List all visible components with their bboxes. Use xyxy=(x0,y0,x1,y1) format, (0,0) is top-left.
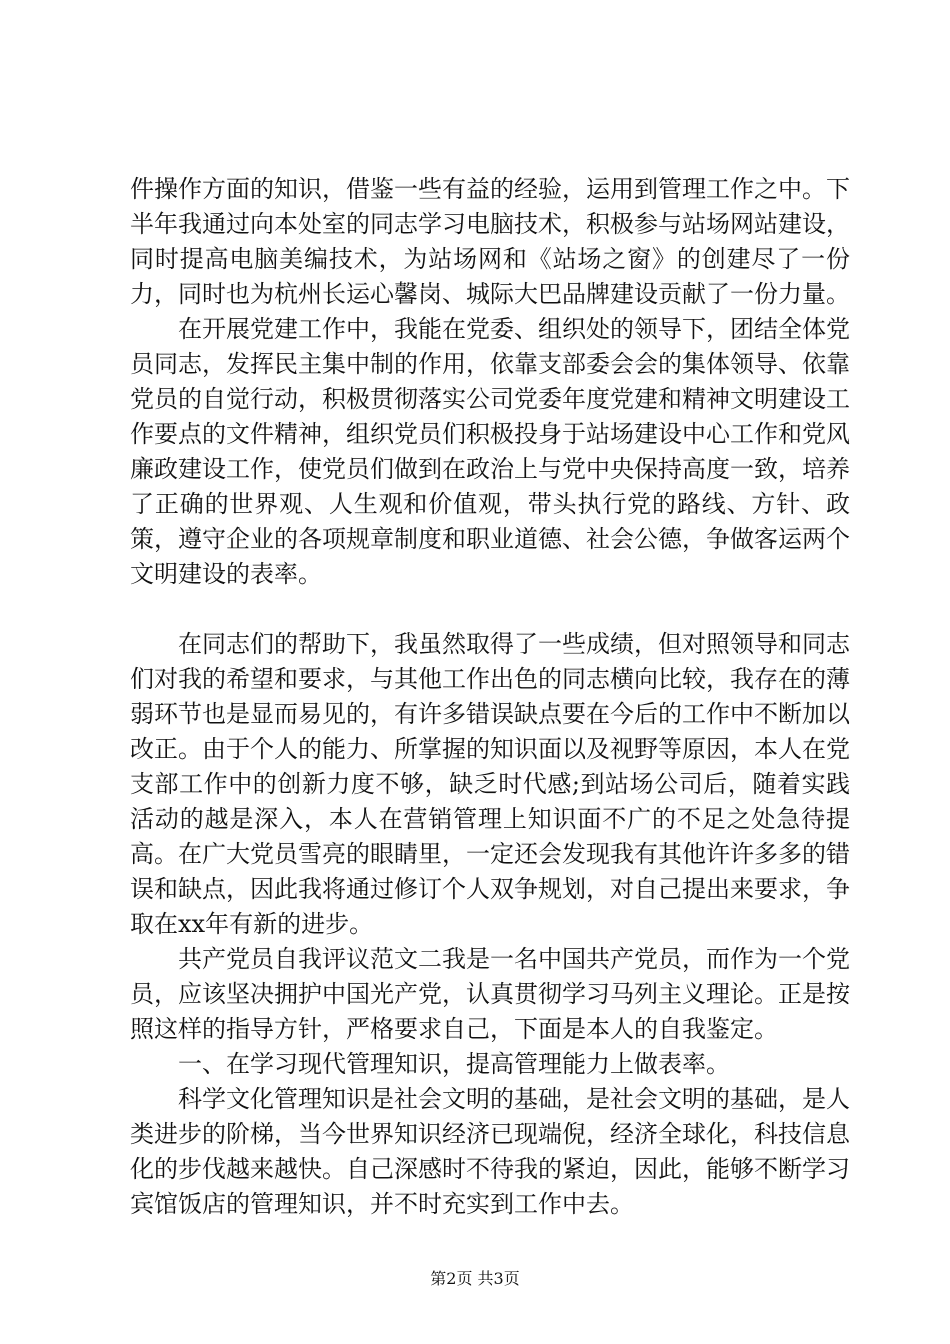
paragraph-management-knowledge: 科学文化管理知识是社会文明的基础，是社会文明的基础，是人类进步的阶梯，当今世界知识经济已现端倪，经济全球化，科技信息化的步伐越来越快。自己深感时不待我的紧迫，因此，能够不断学习宾馆饭店的管理知识，并不时充实到工作中去。 xyxy=(130,1085,850,1218)
paragraph-party-building: 在开展党建工作中，我能在党委、组织处的领导下，团结全体党员同志，发挥民主集中制的作用，依靠支部委会会的集体领导、依靠党员的自觉行动，积极贯彻落实公司党委年度党建和精神文明建设工作要点的文件精神，组织党员们积极投身于站场建设中心工作和党风廉政建设工作，使党员们做到在政治上与党中央保持高度一致，培养了正确的世界观、人生观和价值观，带头执行党的路线、方针、政策，遵守企业的各项规章制度和职业道德、社会公德，争做客运两个文明建设的表率。 xyxy=(130,315,850,588)
document-body xyxy=(130,172,850,1222)
paragraph-sample-two-intro: 共产党员自我评议范文二我是一名中国共产党员，而作为一个党员，应该坚决拥护中国光产党，认真贯彻学习马列主义理论。正是按照这样的指导方针，严格要求自己，下面是本人的自我鉴定。 xyxy=(130,945,850,1043)
paragraph-shortcomings: 在同志们的帮助下，我虽然取得了一些成绩，但对照领导和同志们对我的希望和要求，与其他工作出色的同志横向比较，我存在的薄弱环节也是显而易见的，有许多错误缺点要在今后的工作中不断加以改正。由于个人的能力、所掌握的知识面以及视野等原因，本人在党支部工作中的创新力度不够，缺乏时代感;到站场公司后，随着实践活动的越是深入，本人在营销管理上知识面不广的不足之处急待提高。在广大党员雪亮的眼睛里，一定还会发现我有其他许许多多的错误和缺点，因此我将通过修订个人双争规划，对自己提出来要求，争取在xx年有新的进步。 xyxy=(130,630,850,938)
section-heading-one: 一、在学习现代管理知识，提高管理能力上做表率。 xyxy=(178,1050,730,1078)
paragraph-continuation: 件操作方面的知识，借鉴一些有益的经验，运用到管理工作之中。下半年我通过向本处室的同志学习电脑技术，积极参与站场网站建设，同时提高电脑美编技术，为站场网和《站场之窗》的创建尽了一份力，同时也为杭州长运心馨岗、城际大巴品牌建设贡献了一份力量。 xyxy=(130,175,850,308)
paragraph-gap xyxy=(130,592,850,627)
page-number-footer: 第2页 共3页 xyxy=(430,1269,520,1288)
